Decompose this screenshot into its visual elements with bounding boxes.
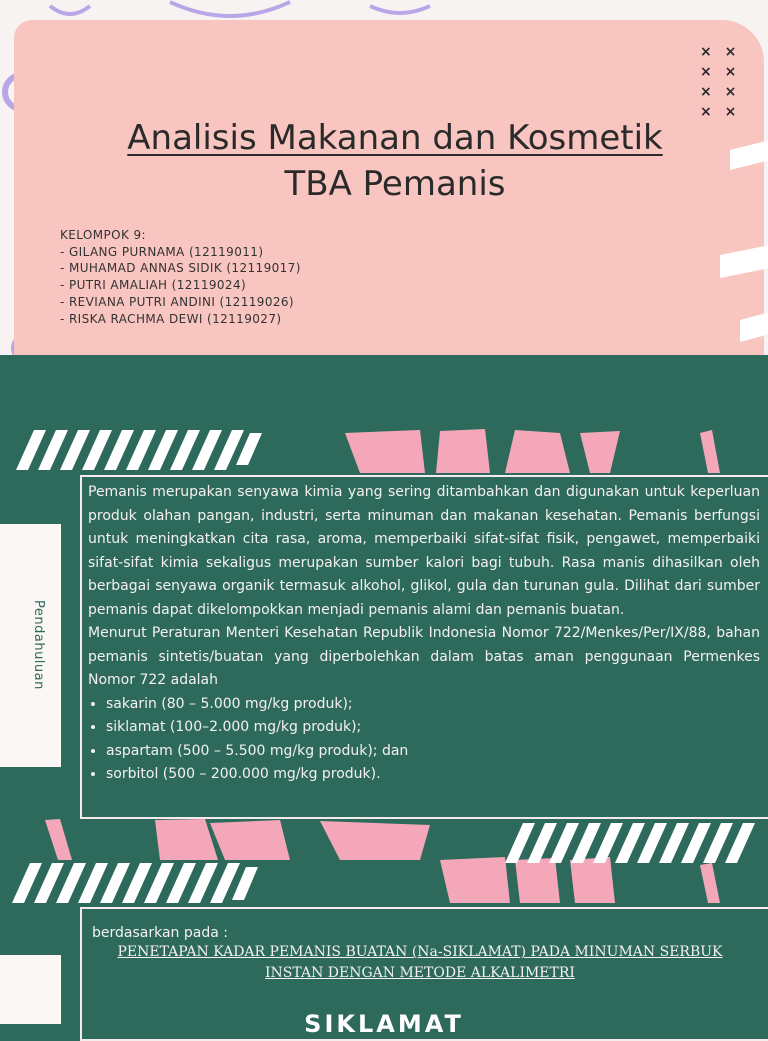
brush-stroke-decoration-bottom xyxy=(0,815,768,905)
reference-title: PENETAPAN KADAR PEMANIS BUATAN (Na-SIKLAMAT) PADA MINUMAN SERBUK INSTAN DENGAN METODE ALKALIMETRI xyxy=(117,944,723,981)
intro-text xyxy=(88,481,760,787)
based-on-label: berdasarkan pada : xyxy=(92,925,228,941)
slide-title: Analisis Makanan dan Kosmetik xyxy=(127,118,663,158)
member-item: - GILANG PURNAMA (12119011) xyxy=(60,244,264,259)
member-item: - RISKA RACHMA DEWI (12119027) xyxy=(60,311,282,326)
member-item: - MUHAMAD ANNAS SIDIK (12119017) xyxy=(60,261,301,276)
paragraph-intro: Pemanis merupakan senyawa kimia yang sering ditambahkan dan digunakan untuk keperluan produk olahan pangan, industri, serta minuman dan makanan kesehatan. Pemanis berfungsi untuk meningkatkan cita rasa, aroma, memperbaiki sifat-sifat fisik, pengawet, memperbaiki sifat-sifat kimia sekaligus merupakan sumber kalori bagi tubuh. Rasa manis dihasilkan oleh berbagai senyawa organik termasuk alkohol, glikol, gula dan turunan gula. Dilihat dari sumber pemanis dapat dikelompokkan menjadi pemanis alami dan pemanis buatan. xyxy=(88,484,760,618)
paragraph-regulation: Menurut Peraturan Menteri Kesehatan Republik Indonesia Nomor 722/Menkes/Per/IX/88, bahan pemanis sintetis/buatan yang diperbolehkan dalam batas aman penggunaan Permenkes Nomor 722 adalah xyxy=(88,625,760,688)
section-label: Pendahuluan xyxy=(31,600,46,690)
member-list xyxy=(60,227,301,327)
x-marks-decoration: × × × × × × × × xyxy=(700,44,741,120)
sweetener-list xyxy=(88,693,760,787)
list-item: • sorbitol (500 – 200.000 mg/kg produk). xyxy=(106,763,760,787)
list-item: • siklamat (100–2.000 mg/kg produk); xyxy=(106,716,760,740)
title-slide xyxy=(0,0,768,355)
section-heading: SIKLAMAT xyxy=(304,1010,464,1038)
list-item: • sakarin (80 – 5.000 mg/kg produk); xyxy=(106,693,760,717)
group-label: KELOMPOK 9: xyxy=(60,228,146,242)
member-item: - PUTRI AMALIAH (12119024) xyxy=(60,278,247,293)
list-item: • aspartam (500 – 5.500 mg/kg produk); dan xyxy=(106,740,760,764)
member-item: - REVIANA PUTRI ANDINI (12119026) xyxy=(60,294,294,309)
slide-subtitle: TBA Pemanis xyxy=(284,164,506,204)
